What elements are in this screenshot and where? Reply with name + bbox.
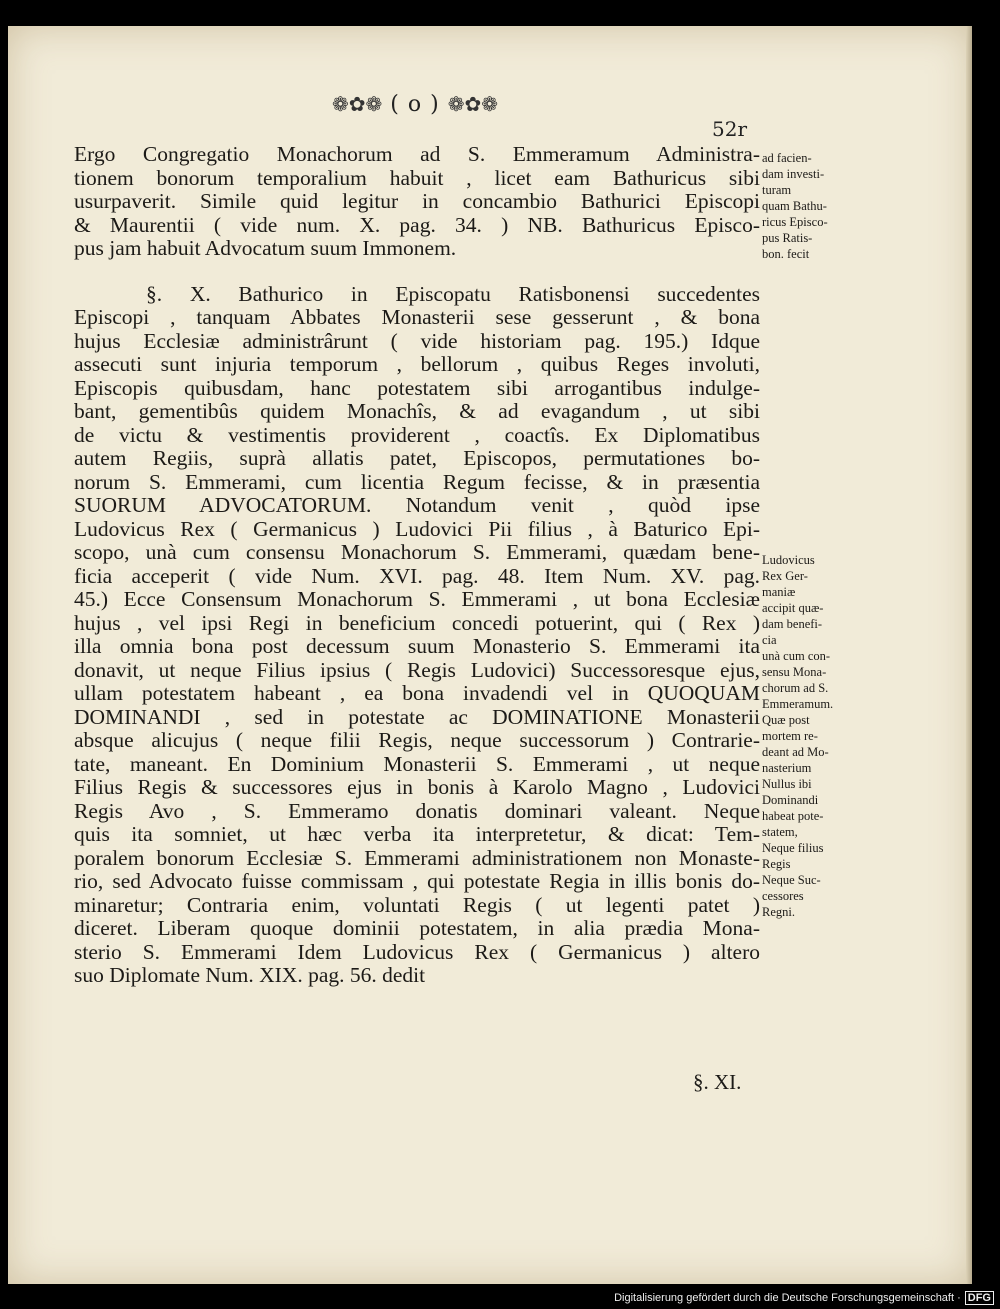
margin-line: ricus Episco- [762,215,828,229]
margin-line: quam Bathu- [762,199,827,213]
margin-line: Nullus ibi [762,777,812,791]
text-line: scopo, unà cum consensu Monachorum S. Emmerami, quædam bene- [74,540,760,564]
margin-line: dam benefi- [762,617,823,631]
margin-line: Dominandi [762,793,819,807]
text-line: DOMINANDI , sed in potestate ac DOMINATIONE Monasterii [74,704,760,729]
margin-line: unà cum con- [762,649,831,663]
text-line: hujus Ecclesiæ administrârunt ( vide historiam pag. 195.) Idque [74,328,760,353]
text-line: suo Diplomate Num. XIX. pag. 56. dedit [74,963,426,987]
text-line: autem Regiis, suprà allatis patet, Episcopos, permutationes bo- [74,446,760,470]
text-line: Ergo Congregatio Monachorum ad S. Emmeramum Administra- [74,142,760,166]
margin-line: Ludovicus [762,553,815,567]
text-line: illa omnia bona post decessum suum Monasterio S. Emmerami ita [74,634,760,658]
paragraph-1 [74,143,760,261]
text-line: sterio S. Emmerami Idem Ludovicus Rex ( Germanicus ) altero [74,939,760,964]
text-line: diceret. Liberam quoque dominii potestatem, in alia prædia Mona- [74,916,760,940]
margin-line: cia [762,633,777,647]
text-line: SUORUM ADVOCATORUM. Notandum venit , quòd ipse [74,493,760,517]
margin-line: bon. fecit [762,247,810,261]
margin-line: turam [762,183,792,197]
text-line: norum S. Emmerami, cum licentia Regum fecisse, & in præsentia [74,469,760,494]
dfg-logo: DFG [965,1291,994,1305]
margin-line: maniæ [762,585,796,599]
margin-line: dam investi- [762,167,825,181]
text-line: pus jam habuit Advocatum suum Immonem. [74,236,457,260]
paragraph-gap [74,261,760,283]
text-line: & Maurentii ( vide num. X. pag. 34. ) NB. Bathuricus Episco- [74,212,760,237]
text-line: hujus , vel ipsi Regi in beneficium concedi potuerint, qui ( Rex ) [74,610,760,635]
credit-text: Digitalisierung gefördert durch die Deutsche Forschungsgemeinschaft · [614,1292,961,1304]
header-center: ( o ) [390,92,440,117]
text-line: Ludovicus Rex ( Germanicus ) Ludovici Pii filius , à Baturico Epi- [74,516,760,541]
page-number: 52r [712,117,748,141]
margin-line: Rex Ger- [762,569,808,583]
text-line: minaretur; Contraria enim, voluntati Regis ( ut legenti patet ) [74,892,760,917]
text-line: Regis Avo , S. Emmeramo donatis dominari valeant. Neque [74,798,760,823]
margin-line: habeat pote- [762,809,824,823]
text-line: tionem bonorum temporalium habuit , licet eam Bathuricus sibi [74,165,760,190]
main-text [74,143,760,988]
text-line: §. X. Bathurico in Episcopatu Ratisbonensi succedentes [146,281,760,306]
text-line: usurpaverit. Simile quid legitur in concambio Bathurici Episcopi [74,189,760,213]
margin-line: chorum ad S. [762,681,829,695]
text-line: rio, sed Advocato fuisse commissam , qui potestate Regia in illis bonis do- [74,869,760,893]
margin-line: Emmeramum. [762,697,834,711]
margin-note-2 [762,552,856,920]
left-ornament: ❁✿❁ [332,92,383,116]
margin-line: nasterium [762,761,812,775]
text-line: bant, gementibûs quidem Monachîs, & ad evagandum , ut sibi [74,399,760,423]
text-line: assecuti sunt injuria temporum , bellorum , quibus Reges involuti, [74,352,760,376]
text-line: ficia acceperit ( vide Num. XVI. pag. 48. Item Num. XV. pag. [74,563,760,588]
text-line: absque alicujus ( neque filii Regis, neque successorum ) Contrarie- [74,728,760,752]
margin-line: sensu Mona- [762,665,827,679]
margin-line: Regis [762,857,791,871]
margin-line: ad facien- [762,151,812,165]
text-line: ullam potestatem habeant , ea bona invadendi vel in QUOQUAM [74,681,760,705]
text-line: quis ita somniet, ut hæc verba ita interpretetur, & dicat: Tem- [74,822,760,846]
digitization-credit [614,1291,994,1305]
text-line: Episcopi , tanquam Abbates Monasterii sese gesserunt , & bona [74,305,760,329]
margin-line: statem, [762,825,798,839]
margin-line: Neque Suc- [762,873,821,887]
text-line: donavit, ut neque Filius ipsius ( Regis Ludovici) Successoresque ejus, [74,657,760,682]
margin-line: Regni. [762,905,795,919]
text-line: Filius Regis & successores ejus in bonis à Karolo Magno , Ludovici [74,775,760,799]
margin-line: pus Ratis- [762,231,813,245]
margin-note-1 [762,150,856,262]
text-line: 45.) Ecce Consensum Monachorum S. Emmerami , ut bona Ecclesiæ [74,587,760,611]
margin-line: deant ad Mo- [762,745,829,759]
paragraph-2 [74,283,760,988]
text-line: Episcopis quibusdam, hanc potestatem sibi arrogantibus indulge- [74,375,760,400]
margin-line: accipit quæ- [762,601,824,615]
text-line: poralem bonorum Ecclesiæ S. Emmerami administrationem non Monaste- [74,845,760,870]
right-ornament: ❁✿❁ [447,92,498,116]
margin-line: Neque filius [762,841,824,855]
text-line: tate, maneant. En Dominium Monasterii S. Emmerami , ut neque [74,751,760,776]
catchword: §. XI. [693,1070,742,1094]
text-line: de victu & vestimentis providerent , coactîs. Ex Diplomatibus [74,422,760,447]
margin-line: Quæ post [762,713,810,727]
running-head [300,92,530,117]
margin-line: cessores [762,889,804,903]
margin-line: mortem re- [762,729,818,743]
